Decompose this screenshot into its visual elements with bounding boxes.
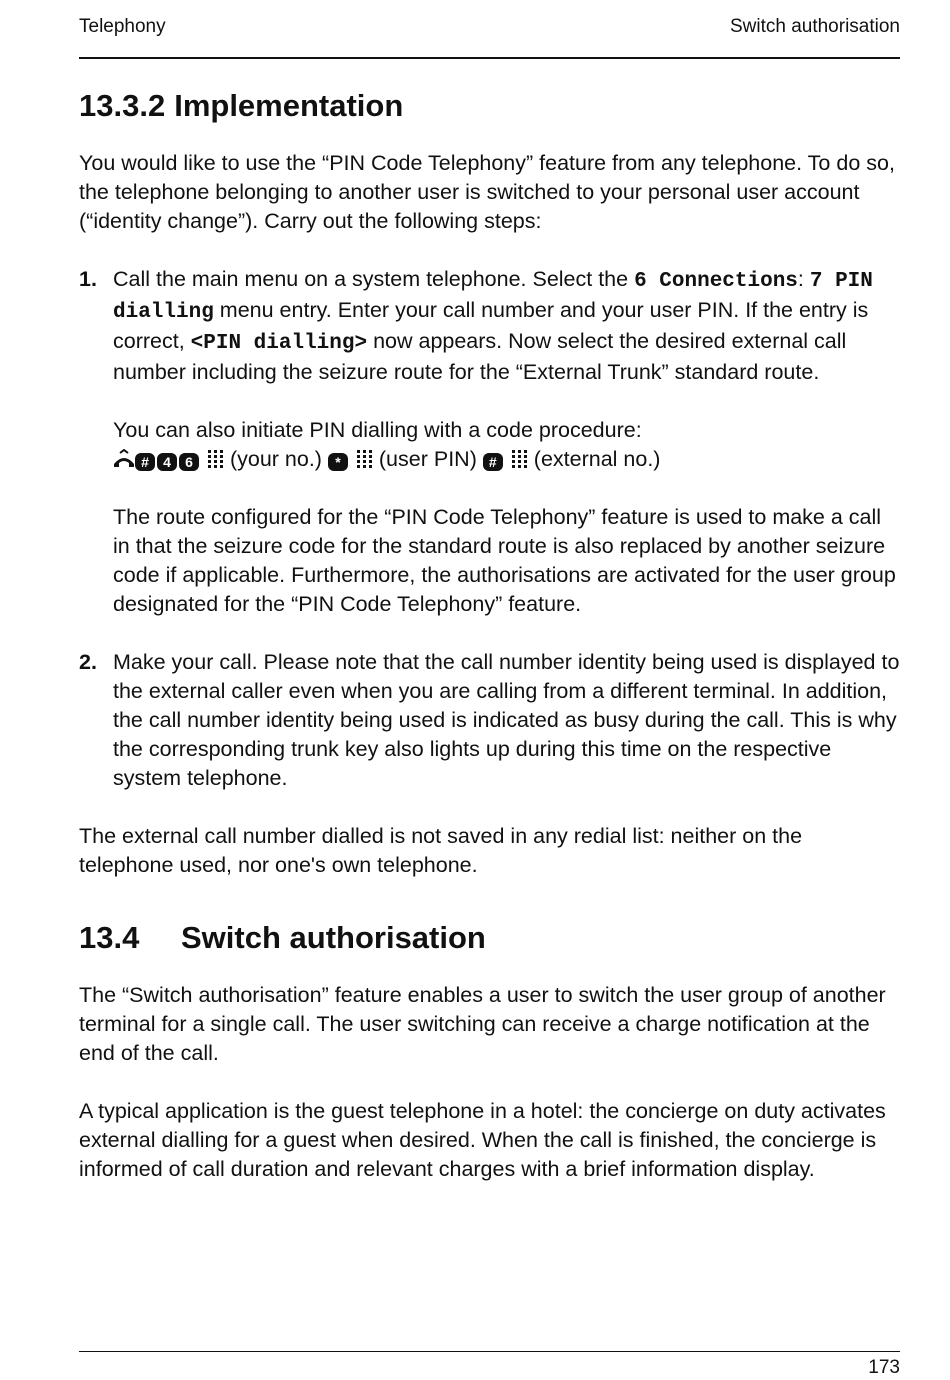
external-number-label: (external no.) (527, 447, 661, 471)
list-item (79, 265, 900, 648)
menu-code-connections: 6 Connections (634, 270, 798, 293)
page-number: 173 (868, 1357, 900, 1378)
section-title: Switch authorisation (181, 920, 486, 955)
section-paragraph-1: The “Switch authorisation” feature enables a user to switch the user group of another terminal for a single call. The user switching can receive a charge notification at the end of the call. (79, 983, 886, 1065)
steps-list (79, 265, 900, 793)
footer-rule (79, 1351, 900, 1352)
header-chapter: Telephony (79, 16, 166, 37)
list-item (79, 648, 900, 793)
section-paragraph-2: A typical application is the guest telephone in a hotel: the concierge on duty activates external dialling for a guest when desired. When the call is finished, the concierge is informed of call duration and relevant charges with a brief information display. (79, 1099, 886, 1181)
subsection-title: Implementation (174, 88, 404, 123)
star-key: * (328, 453, 348, 471)
code-sequence (113, 445, 900, 474)
main-content (79, 84, 900, 1184)
display-code-pin-dialling: <PIN dialling> (190, 332, 368, 355)
keypad-icon (207, 449, 224, 469)
hash-key: # (483, 453, 503, 471)
section-heading (79, 916, 900, 960)
intro-paragraph: You would like to use the “PIN Code Telephony” feature from any telephone. To do so, the telephone belonging to another user is switched to your personal user account (“identity change”). Carry out the following steps: (79, 151, 895, 233)
running-header (79, 15, 900, 39)
step-number: 2. (79, 650, 97, 674)
header-rule (79, 57, 900, 59)
step2-paragraph: Make your call. Please note that the call number identity being used is displayed to the external caller even when you are calling from a different terminal. In addition, the call number identity being used is indicated as busy during the call. This is why the corresponding trunk key also lights up during this time on the respective system telephone. (113, 650, 900, 790)
user-pin-label: (user PIN) (372, 447, 483, 471)
step-number: 1. (79, 267, 97, 291)
subsection-heading (79, 84, 900, 128)
section-number: 13.4 (79, 920, 140, 955)
redial-note: The external call number dialled is not saved in any redial list: neither on the telephone used, nor one's own telephone. (79, 824, 803, 877)
digit-6-key: 6 (179, 453, 199, 471)
route-paragraph: The route configured for the “PIN Code Telephony” feature is used to make a call in that the seizure code for the standard route is also replaced by another seizure code if applicable. Furthermore, the authorisations are activated for the user group designated for the “PIN Code Telephony” feature. (113, 505, 896, 616)
lift-handset-icon (113, 449, 135, 469)
digit-4-key: 4 (157, 453, 177, 471)
keypad-icon (511, 449, 528, 469)
header-section: Switch authorisation (729, 16, 900, 37)
menu-code-pin-dialling: 7 PIN dialling (113, 270, 873, 324)
hash-key: # (135, 453, 155, 471)
step1-paragraph: Call the main menu on a system telephone. Select the 6 Connections: 7 PIN dialling menu entry. Enter your call number and your user PIN. If the entry is correct, <PIN dialling> now appears. Now select the desired external call number including the seizure route for the “External Trunk” standard route. (113, 267, 873, 384)
keypad-icon (356, 449, 373, 469)
your-number-label: (your no.) (223, 447, 328, 471)
code-procedure-intro: You can also initiate PIN dialling with a code procedure: (113, 418, 642, 442)
subsection-number: 13.3.2 (79, 88, 166, 123)
